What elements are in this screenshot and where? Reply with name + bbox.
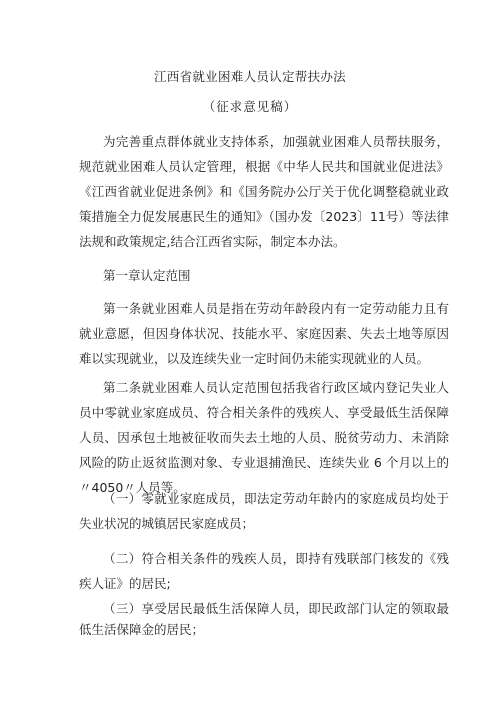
chapter-heading: 第一章认定范围 bbox=[103, 268, 191, 283]
item-3-paragraph: （三）享受居民最低生活保障人员，即民政部门认定的领取最低生活保障金的居民； bbox=[79, 601, 449, 637]
document-title: 江西省就业困难人员认定帮扶办法 bbox=[153, 69, 346, 84]
preamble-paragraph: 为完善重点群体就业支持体系，加强就业困难人员帮扶服务，规范就业困难人员认定管理，根据《中华人民共和国就业促进法》《江西省就业促进条例》和《国务院办公厅关于优化调整稳就业政策措施全力促发展惠民生的通知》（国办发〔2023〕11号）等法律法规和政策规定,结合江西省实际，制定本办法。 bbox=[79, 134, 449, 249]
article-2-paragraph: 第二条就业困难人员认定范围包括我省行政区域内登记失业人员中零就业家庭成员、符合相关条件的残疾人、享受最低生活保障人员、因承包土地被征收而失去土地的人员、脱贫劳动力、未消除风险的防止返贫监测对象、专业退捕渔民、连续失业 6 个月以上的〃4050〃人员等。 bbox=[79, 380, 449, 495]
item-2-paragraph: （二）符合相关条件的残疾人员，即持有残联部门核发的《残疾人证》的居民; bbox=[79, 551, 449, 591]
document-subtitle: （征求意见稿） bbox=[202, 99, 298, 114]
article-1-paragraph: 第一条就业困难人员是指在劳动年龄段内有一定劳动能力且有就业意愿，但因身体状况、技能水平、家庭因素、失去土地等原因难以实现就业，以及连续失业一定时间仍未能实现就业的人员。 bbox=[79, 301, 449, 366]
item-1-paragraph: （一）零就业家庭成员，即法定劳动年龄内的家庭成员均处于失业状况的城镇居民家庭成员； bbox=[79, 491, 449, 531]
